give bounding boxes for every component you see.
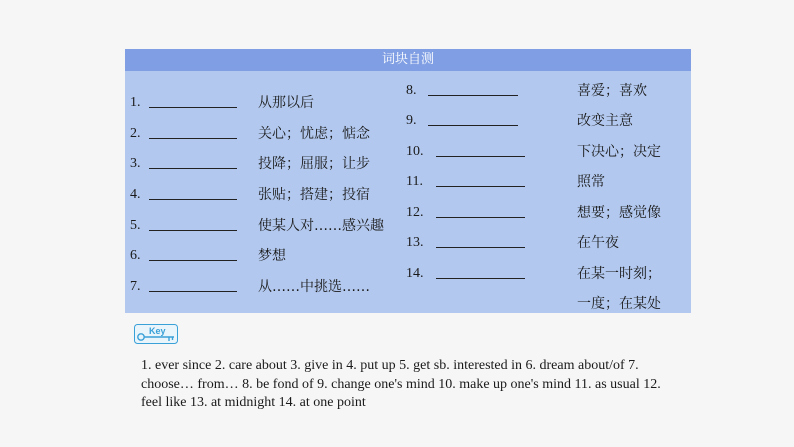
item-meaning: 改变主意 [577,113,633,129]
item-meaning: 从……中挑选…… [258,279,370,295]
list-item [406,110,688,132]
list-item [406,171,688,193]
answer-key-badge [134,324,178,344]
card-title: 词块自测 [125,49,691,71]
item-meaning: 下决心；决定 [577,144,661,160]
item-meaning: 关心；忧虑；惦念 [258,126,370,142]
answer-blank [436,217,525,218]
answer-blank [436,247,525,248]
list-item [130,123,400,145]
item-meaning: 喜爱；喜欢 [577,83,647,99]
item-number: 8. [406,83,417,98]
list-item [130,92,400,114]
item-meaning: 从那以后 [258,95,314,111]
item-meaning: 梦想 [258,248,286,264]
answer-blank [149,260,237,261]
item-number: 10. [406,144,424,159]
item-number: 14. [406,266,424,281]
list-item [130,276,400,298]
answer-blank [149,138,237,139]
item-meaning: 想要；感觉像 [577,205,661,221]
key-icon [134,324,178,344]
item-number: 2. [130,126,141,141]
item-number: 11. [406,174,423,189]
item-number: 6. [130,248,141,263]
answer-blank [436,186,525,187]
item-number: 12. [406,205,424,220]
item-meaning: 使某人对……感兴趣 [258,218,384,234]
item-meaning: 在某一时刻； [577,266,661,282]
item-number: 9. [406,113,417,128]
item-number: 1. [130,95,141,110]
answer-key-text: 1. ever since 2. care about 3. give in 4. put up 5. get sb. interested in 6. dream about/of 7. choose… from… 8. be fond of 9. change one's mind 10. make up one's mind 11. as usual 12. feel like 13. at midnight 14. at one point [141,358,661,410]
list-item [406,141,688,163]
answer-blank [428,125,518,126]
answer-blank [436,278,525,279]
answer-blank [149,291,237,292]
answer-blank [149,107,237,108]
answer-blank [149,168,237,169]
list-item-continuation [406,293,688,315]
item-number: 13. [406,235,424,250]
answer-blank [436,156,525,157]
item-meaning: 一度；在某处 [577,296,661,312]
item-number: 5. [130,218,141,233]
list-item [406,263,688,285]
list-item [406,80,688,102]
answer-blank [428,95,518,96]
list-item [130,245,400,267]
item-meaning: 照常 [577,174,605,190]
list-item [406,232,688,254]
answer-blank [149,230,237,231]
item-number: 7. [130,279,141,294]
list-item [406,202,688,224]
list-item [130,215,400,237]
item-number: 3. [130,156,141,171]
answer-blank [149,199,237,200]
item-meaning: 在午夜 [577,235,619,251]
list-item [130,153,400,175]
item-number: 4. [130,187,141,202]
item-meaning: 张贴；搭建；投宿 [258,187,370,203]
item-meaning: 投降；屈服；让步 [258,156,370,172]
list-item [130,184,400,206]
vocab-self-test-card [125,49,691,313]
key-label: Key [149,326,166,336]
